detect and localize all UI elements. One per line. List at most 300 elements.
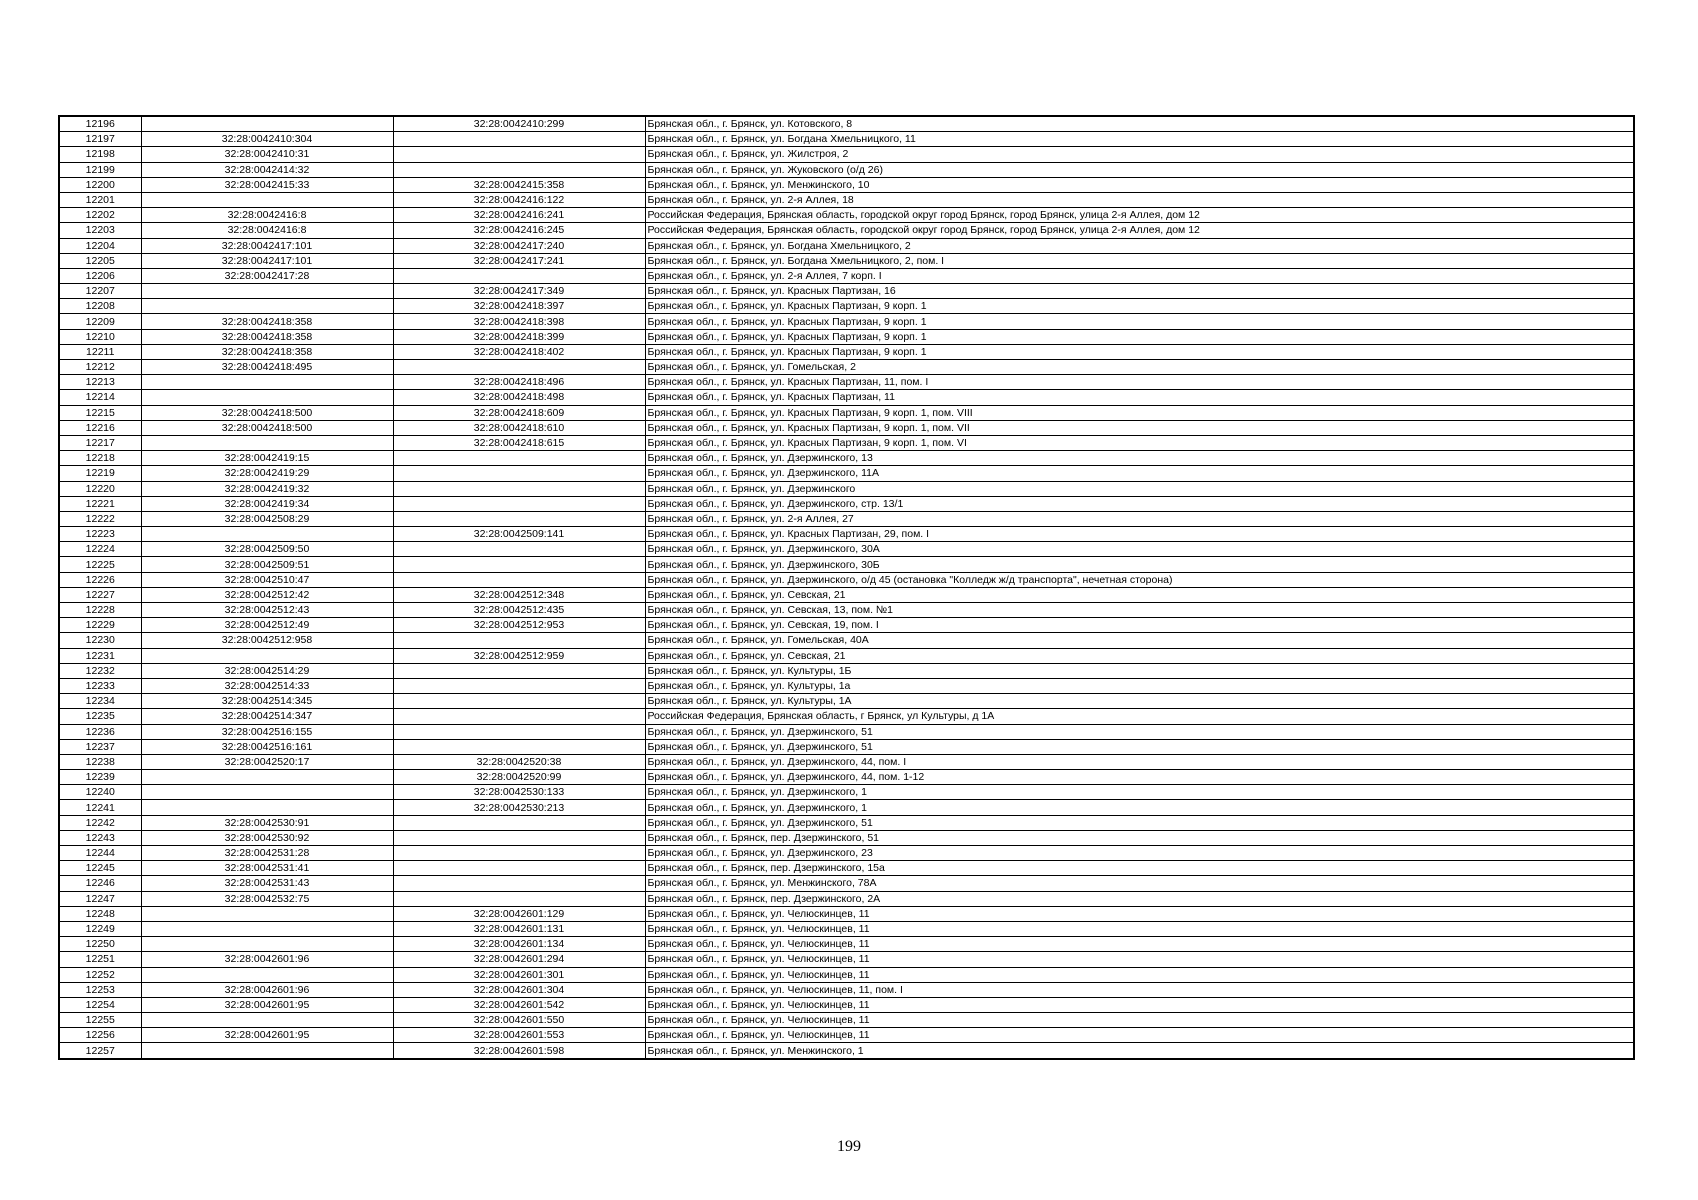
table-row [59, 223, 1634, 238]
table-row [59, 921, 1634, 936]
row-number-cell: 12251 [59, 952, 141, 967]
cadastral-number-cell: 32:28:0042418:358 [141, 344, 393, 359]
table-row [59, 435, 1634, 450]
registry-table [58, 115, 1635, 1060]
address-cell: Брянская обл., г. Брянск, ул. Челюскинцев, 11 [645, 1028, 1634, 1043]
address-cell: Российская Федерация, Брянская область, городской округ город Брянск, город Брянск, улица 2-я Аллея, дом 12 [645, 223, 1634, 238]
cadastral-number-cell: 32:28:0042601:95 [141, 997, 393, 1012]
cadastral-number-cell: 32:28:0042516:161 [141, 739, 393, 754]
cadastral-number-cell: 32:28:0042601:301 [393, 967, 645, 982]
row-number-cell: 12218 [59, 451, 141, 466]
cadastral-number-cell [141, 299, 393, 314]
cadastral-number-cell: 32:28:0042416:122 [393, 192, 645, 207]
row-number-cell: 12216 [59, 420, 141, 435]
registry-table-body [59, 116, 1634, 1059]
cadastral-number-cell: 32:28:0042410:31 [141, 147, 393, 162]
table-row [59, 466, 1634, 481]
address-cell: Брянская обл., г. Брянск, ул. Дзержинского, 1 [645, 785, 1634, 800]
table-row [59, 1043, 1634, 1059]
cadastral-number-cell [393, 572, 645, 587]
cadastral-number-cell: 32:28:0042530:92 [141, 830, 393, 845]
table-row [59, 967, 1634, 982]
address-cell: Российская Федерация, Брянская область, г Брянск, ул Культуры, д 1А [645, 709, 1634, 724]
cadastral-number-cell [393, 891, 645, 906]
row-number-cell: 12222 [59, 511, 141, 526]
cadastral-number-cell [393, 147, 645, 162]
row-number-cell: 12206 [59, 268, 141, 283]
table-row [59, 754, 1634, 769]
address-cell: Брянская обл., г. Брянск, ул. Богдана Хмельницкого, 11 [645, 132, 1634, 147]
row-number-cell: 12231 [59, 648, 141, 663]
cadastral-number-cell: 32:28:0042530:133 [393, 785, 645, 800]
table-row [59, 1013, 1634, 1028]
row-number-cell: 12210 [59, 329, 141, 344]
address-cell: Брянская обл., г. Брянск, ул. 2-я Аллея, 18 [645, 192, 1634, 207]
address-cell: Брянская обл., г. Брянск, ул. Дзержинского, 23 [645, 846, 1634, 861]
cadastral-number-cell [393, 542, 645, 557]
address-cell: Брянская обл., г. Брянск, ул. Дзержинского, 51 [645, 815, 1634, 830]
row-number-cell: 12213 [59, 375, 141, 390]
row-number-cell: 12224 [59, 542, 141, 557]
cadastral-number-cell: 32:28:0042419:32 [141, 481, 393, 496]
address-cell: Брянская обл., г. Брянск, пер. Дзержинского, 15а [645, 861, 1634, 876]
cadastral-number-cell: 32:28:0042601:96 [141, 982, 393, 997]
row-number-cell: 12219 [59, 466, 141, 481]
table-row [59, 192, 1634, 207]
cadastral-number-cell: 32:28:0042417:101 [141, 238, 393, 253]
row-number-cell: 12237 [59, 739, 141, 754]
cadastral-number-cell: 32:28:0042520:17 [141, 754, 393, 769]
address-cell: Брянская обл., г. Брянск, ул. Красных Партизан, 9 корп. 1 [645, 329, 1634, 344]
cadastral-number-cell: 32:28:0042418:609 [393, 405, 645, 420]
cadastral-number-cell: 32:28:0042417:28 [141, 268, 393, 283]
cadastral-number-cell: 32:28:0042531:41 [141, 861, 393, 876]
table-row [59, 496, 1634, 511]
address-cell: Брянская обл., г. Брянск, ул. 2-я Аллея, 27 [645, 511, 1634, 526]
cadastral-number-cell: 32:28:0042410:304 [141, 132, 393, 147]
cadastral-number-cell [393, 268, 645, 283]
table-row [59, 815, 1634, 830]
table-row [59, 663, 1634, 678]
address-cell: Брянская обл., г. Брянск, ул. Челюскинцев, 11 [645, 906, 1634, 921]
cadastral-number-cell [393, 633, 645, 648]
cadastral-number-cell [141, 435, 393, 450]
row-number-cell: 12211 [59, 344, 141, 359]
table-row [59, 709, 1634, 724]
cadastral-number-cell: 32:28:0042512:953 [393, 618, 645, 633]
cadastral-number-cell: 32:28:0042601:129 [393, 906, 645, 921]
table-row [59, 284, 1634, 299]
cadastral-number-cell [393, 663, 645, 678]
address-cell: Брянская обл., г. Брянск, ул. Челюскинцев, 11 [645, 967, 1634, 982]
cadastral-number-cell [141, 937, 393, 952]
address-cell: Брянская обл., г. Брянск, ул. Дзержинского, о/д 45 (остановка "Колледж ж/д транспорта", нечетная сторона) [645, 572, 1634, 587]
cadastral-number-cell [141, 785, 393, 800]
cadastral-number-cell: 32:28:0042418:610 [393, 420, 645, 435]
table-row [59, 299, 1634, 314]
cadastral-number-cell [393, 162, 645, 177]
cadastral-number-cell: 32:28:0042514:29 [141, 663, 393, 678]
table-row [59, 329, 1634, 344]
cadastral-number-cell: 32:28:0042509:50 [141, 542, 393, 557]
table-row [59, 906, 1634, 921]
table-row [59, 876, 1634, 891]
row-number-cell: 12243 [59, 830, 141, 845]
cadastral-number-cell [393, 360, 645, 375]
table-row [59, 572, 1634, 587]
table-row [59, 587, 1634, 602]
table-row [59, 770, 1634, 785]
row-number-cell: 12196 [59, 116, 141, 132]
table-row [59, 511, 1634, 526]
row-number-cell: 12228 [59, 603, 141, 618]
cadastral-number-cell: 32:28:0042417:241 [393, 253, 645, 268]
cadastral-number-cell [393, 876, 645, 891]
address-cell: Брянская обл., г. Брянск, ул. Севская, 13, пом. №1 [645, 603, 1634, 618]
row-number-cell: 12244 [59, 846, 141, 861]
table-row [59, 360, 1634, 375]
row-number-cell: 12246 [59, 876, 141, 891]
row-number-cell: 12227 [59, 587, 141, 602]
cadastral-number-cell: 32:28:0042419:29 [141, 466, 393, 481]
row-number-cell: 12239 [59, 770, 141, 785]
row-number-cell: 12207 [59, 284, 141, 299]
table-row [59, 132, 1634, 147]
table-row [59, 162, 1634, 177]
row-number-cell: 12215 [59, 405, 141, 420]
table-row [59, 694, 1634, 709]
cadastral-number-cell [393, 496, 645, 511]
table-row [59, 116, 1634, 132]
row-number-cell: 12234 [59, 694, 141, 709]
address-cell: Брянская обл., г. Брянск, ул. Челюскинцев, 11 [645, 1013, 1634, 1028]
row-number-cell: 12225 [59, 557, 141, 572]
address-cell: Брянская обл., г. Брянск, ул. 2-я Аллея, 7 корп. I [645, 268, 1634, 283]
table-row [59, 268, 1634, 283]
cadastral-number-cell [141, 648, 393, 663]
cadastral-number-cell [141, 375, 393, 390]
cadastral-number-cell [141, 1043, 393, 1059]
table-row [59, 557, 1634, 572]
cadastral-number-cell [141, 527, 393, 542]
cadastral-number-cell [393, 846, 645, 861]
cadastral-number-cell: 32:28:0042510:47 [141, 572, 393, 587]
table-row [59, 724, 1634, 739]
address-cell: Брянская обл., г. Брянск, ул. Челюскинцев, 11, пом. I [645, 982, 1634, 997]
address-cell: Брянская обл., г. Брянск, ул. Дзержинского, 44, пом. I [645, 754, 1634, 769]
table-row [59, 739, 1634, 754]
address-cell: Брянская обл., г. Брянск, ул. Челюскинцев, 11 [645, 921, 1634, 936]
address-cell: Брянская обл., г. Брянск, ул. Челюскинцев, 11 [645, 997, 1634, 1012]
cadastral-number-cell: 32:28:0042416:8 [141, 208, 393, 223]
cadastral-number-cell [141, 906, 393, 921]
address-cell: Брянская обл., г. Брянск, ул. Богдана Хмельницкого, 2 [645, 238, 1634, 253]
cadastral-number-cell: 32:28:0042418:399 [393, 329, 645, 344]
cadastral-number-cell [393, 815, 645, 830]
table-row [59, 177, 1634, 192]
table-row [59, 147, 1634, 162]
cadastral-number-cell: 32:28:0042418:498 [393, 390, 645, 405]
cadastral-number-cell [393, 451, 645, 466]
row-number-cell: 12247 [59, 891, 141, 906]
row-number-cell: 12223 [59, 527, 141, 542]
row-number-cell: 12212 [59, 360, 141, 375]
cadastral-number-cell: 32:28:0042416:241 [393, 208, 645, 223]
address-cell: Брянская обл., г. Брянск, ул. Севская, 21 [645, 648, 1634, 663]
cadastral-number-cell: 32:28:0042512:49 [141, 618, 393, 633]
address-cell: Брянская обл., г. Брянск, ул. Красных Партизан, 11, пом. I [645, 375, 1634, 390]
cadastral-number-cell [141, 116, 393, 132]
address-cell: Брянская обл., г. Брянск, ул. Красных Партизан, 9 корп. 1 [645, 299, 1634, 314]
table-row [59, 861, 1634, 876]
cadastral-number-cell: 32:28:0042418:496 [393, 375, 645, 390]
table-row [59, 785, 1634, 800]
address-cell: Брянская обл., г. Брянск, ул. Красных Партизан, 9 корп. 1, пом. VI [645, 435, 1634, 450]
address-cell: Брянская обл., г. Брянск, ул. Дзержинского, 44, пом. 1-12 [645, 770, 1634, 785]
table-row [59, 253, 1634, 268]
table-row [59, 420, 1634, 435]
address-cell: Брянская обл., г. Брянск, ул. Котовского, 8 [645, 116, 1634, 132]
row-number-cell: 12248 [59, 906, 141, 921]
cadastral-number-cell: 32:28:0042410:299 [393, 116, 645, 132]
cadastral-number-cell: 32:28:0042531:28 [141, 846, 393, 861]
row-number-cell: 12249 [59, 921, 141, 936]
cadastral-number-cell: 32:28:0042418:615 [393, 435, 645, 450]
row-number-cell: 12204 [59, 238, 141, 253]
cadastral-number-cell [141, 921, 393, 936]
cadastral-number-cell: 32:28:0042415:33 [141, 177, 393, 192]
address-cell: Брянская обл., г. Брянск, ул. Красных Партизан, 9 корп. 1 [645, 344, 1634, 359]
table-row [59, 542, 1634, 557]
table-row [59, 952, 1634, 967]
row-number-cell: 12245 [59, 861, 141, 876]
cadastral-number-cell [393, 481, 645, 496]
cadastral-number-cell: 32:28:0042514:347 [141, 709, 393, 724]
row-number-cell: 12209 [59, 314, 141, 329]
cadastral-number-cell: 32:28:0042509:141 [393, 527, 645, 542]
cadastral-number-cell: 32:28:0042532:75 [141, 891, 393, 906]
address-cell: Брянская обл., г. Брянск, ул. Гомельская, 40А [645, 633, 1634, 648]
table-row [59, 997, 1634, 1012]
cadastral-number-cell: 32:28:0042416:8 [141, 223, 393, 238]
table-row [59, 451, 1634, 466]
row-number-cell: 12232 [59, 663, 141, 678]
table-row [59, 405, 1634, 420]
page-number: 199 [837, 1138, 861, 1155]
cadastral-number-cell: 32:28:0042512:959 [393, 648, 645, 663]
cadastral-number-cell [141, 390, 393, 405]
address-cell: Брянская обл., г. Брянск, ул. Красных Партизан, 29, пом. I [645, 527, 1634, 542]
cadastral-number-cell: 32:28:0042418:398 [393, 314, 645, 329]
cadastral-number-cell: 32:28:0042601:550 [393, 1013, 645, 1028]
address-cell: Брянская обл., г. Брянск, ул. Культуры, 1а [645, 678, 1634, 693]
row-number-cell: 12214 [59, 390, 141, 405]
cadastral-number-cell: 32:28:0042419:34 [141, 496, 393, 511]
cadastral-number-cell [393, 466, 645, 481]
row-number-cell: 12240 [59, 785, 141, 800]
table-row [59, 390, 1634, 405]
address-cell: Брянская обл., г. Брянск, ул. Культуры, 1Б [645, 663, 1634, 678]
cadastral-number-cell [393, 511, 645, 526]
row-number-cell: 12252 [59, 967, 141, 982]
row-number-cell: 12226 [59, 572, 141, 587]
cadastral-number-cell: 32:28:0042520:38 [393, 754, 645, 769]
row-number-cell: 12202 [59, 208, 141, 223]
cadastral-number-cell: 32:28:0042418:500 [141, 405, 393, 420]
address-cell: Брянская обл., г. Брянск, ул. Дзержинского, 51 [645, 724, 1634, 739]
cadastral-number-cell [141, 800, 393, 815]
address-cell: Брянская обл., г. Брянск, ул. Челюскинцев, 11 [645, 937, 1634, 952]
row-number-cell: 12255 [59, 1013, 141, 1028]
table-row [59, 1028, 1634, 1043]
cadastral-number-cell [141, 192, 393, 207]
row-number-cell: 12220 [59, 481, 141, 496]
address-cell: Брянская обл., г. Брянск, ул. Дзержинского, 11А [645, 466, 1634, 481]
table-row [59, 830, 1634, 845]
row-number-cell: 12229 [59, 618, 141, 633]
address-cell: Брянская обл., г. Брянск, ул. Жуковского (о/д 26) [645, 162, 1634, 177]
cadastral-number-cell: 32:28:0042530:91 [141, 815, 393, 830]
cadastral-number-cell: 32:28:0042417:240 [393, 238, 645, 253]
cadastral-number-cell: 32:28:0042512:43 [141, 603, 393, 618]
cadastral-number-cell: 32:28:0042416:245 [393, 223, 645, 238]
row-number-cell: 12208 [59, 299, 141, 314]
cadastral-number-cell [141, 284, 393, 299]
address-cell: Брянская обл., г. Брянск, ул. Севская, 21 [645, 587, 1634, 602]
address-cell: Брянская обл., г. Брянск, ул. Дзержинского, 51 [645, 739, 1634, 754]
cadastral-number-cell: 32:28:0042530:213 [393, 800, 645, 815]
address-cell: Брянская обл., г. Брянск, пер. Дзержинского, 51 [645, 830, 1634, 845]
cadastral-number-cell: 32:28:0042418:495 [141, 360, 393, 375]
table-row [59, 678, 1634, 693]
row-number-cell: 12198 [59, 147, 141, 162]
row-number-cell: 12217 [59, 435, 141, 450]
cadastral-number-cell: 32:28:0042601:294 [393, 952, 645, 967]
row-number-cell: 12235 [59, 709, 141, 724]
address-cell: Брянская обл., г. Брянск, ул. Менжинского, 78А [645, 876, 1634, 891]
cadastral-number-cell: 32:28:0042419:15 [141, 451, 393, 466]
address-cell: Брянская обл., г. Брянск, пер. Дзержинского, 2А [645, 891, 1634, 906]
row-number-cell: 12253 [59, 982, 141, 997]
address-cell: Брянская обл., г. Брянск, ул. Дзержинского, 1 [645, 800, 1634, 815]
cadastral-number-cell: 32:28:0042508:29 [141, 511, 393, 526]
table-row [59, 603, 1634, 618]
table-row [59, 891, 1634, 906]
cadastral-number-cell: 32:28:0042418:500 [141, 420, 393, 435]
address-cell: Брянская обл., г. Брянск, ул. Дзержинского [645, 481, 1634, 496]
row-number-cell: 12241 [59, 800, 141, 815]
cadastral-number-cell [393, 694, 645, 709]
cadastral-number-cell [393, 861, 645, 876]
cadastral-number-cell: 32:28:0042514:33 [141, 678, 393, 693]
table-row [59, 344, 1634, 359]
cadastral-number-cell: 32:28:0042512:958 [141, 633, 393, 648]
row-number-cell: 12242 [59, 815, 141, 830]
row-number-cell: 12250 [59, 937, 141, 952]
cadastral-number-cell: 32:28:0042418:358 [141, 314, 393, 329]
address-cell: Брянская обл., г. Брянск, ул. Менжинского, 10 [645, 177, 1634, 192]
address-cell: Брянская обл., г. Брянск, ул. Красных Партизан, 9 корп. 1 [645, 314, 1634, 329]
row-number-cell: 12200 [59, 177, 141, 192]
address-cell: Брянская обл., г. Брянск, ул. Гомельская, 2 [645, 360, 1634, 375]
address-cell: Российская Федерация, Брянская область, городской округ город Брянск, город Брянск, улица 2-я Аллея, дом 12 [645, 208, 1634, 223]
cadastral-number-cell [393, 557, 645, 572]
cadastral-number-cell: 32:28:0042601:131 [393, 921, 645, 936]
table-row [59, 648, 1634, 663]
row-number-cell: 12205 [59, 253, 141, 268]
cadastral-number-cell [393, 709, 645, 724]
cadastral-number-cell: 32:28:0042601:553 [393, 1028, 645, 1043]
address-cell: Брянская обл., г. Брянск, ул. Севская, 19, пом. I [645, 618, 1634, 633]
cadastral-number-cell: 32:28:0042512:348 [393, 587, 645, 602]
table-row [59, 937, 1634, 952]
address-cell: Брянская обл., г. Брянск, ул. Челюскинцев, 11 [645, 952, 1634, 967]
table-row [59, 633, 1634, 648]
cadastral-number-cell: 32:28:0042601:96 [141, 952, 393, 967]
cadastral-number-cell: 32:28:0042531:43 [141, 876, 393, 891]
table-row [59, 208, 1634, 223]
cadastral-number-cell [393, 132, 645, 147]
address-cell: Брянская обл., г. Брянск, ул. Дзержинского, 30А [645, 542, 1634, 557]
table-row [59, 481, 1634, 496]
cadastral-number-cell: 32:28:0042601:542 [393, 997, 645, 1012]
cadastral-number-cell: 32:28:0042417:101 [141, 253, 393, 268]
cadastral-number-cell: 32:28:0042520:99 [393, 770, 645, 785]
address-cell: Брянская обл., г. Брянск, ул. Менжинского, 1 [645, 1043, 1634, 1059]
cadastral-number-cell [393, 724, 645, 739]
address-cell: Брянская обл., г. Брянск, ул. Культуры, 1А [645, 694, 1634, 709]
address-cell: Брянская обл., г. Брянск, ул. Богдана Хмельницкого, 2, пом. I [645, 253, 1634, 268]
row-number-cell: 12197 [59, 132, 141, 147]
cadastral-number-cell: 32:28:0042601:598 [393, 1043, 645, 1059]
address-cell: Брянская обл., г. Брянск, ул. Дзержинского, 30Б [645, 557, 1634, 572]
cadastral-number-cell: 32:28:0042415:358 [393, 177, 645, 192]
address-cell: Брянская обл., г. Брянск, ул. Красных Партизан, 9 корп. 1, пом. VIII [645, 405, 1634, 420]
address-cell: Брянская обл., г. Брянск, ул. Красных Партизан, 11 [645, 390, 1634, 405]
cadastral-number-cell [393, 739, 645, 754]
address-cell: Брянская обл., г. Брянск, ул. Дзержинского, стр. 13/1 [645, 496, 1634, 511]
cadastral-number-cell: 32:28:0042418:397 [393, 299, 645, 314]
cadastral-number-cell: 32:28:0042601:95 [141, 1028, 393, 1043]
cadastral-number-cell: 32:28:0042418:402 [393, 344, 645, 359]
table-row [59, 314, 1634, 329]
cadastral-number-cell: 32:28:0042418:358 [141, 329, 393, 344]
address-cell: Брянская обл., г. Брянск, ул. Жилстроя, 2 [645, 147, 1634, 162]
cadastral-number-cell: 32:28:0042414:32 [141, 162, 393, 177]
row-number-cell: 12233 [59, 678, 141, 693]
row-number-cell: 12257 [59, 1043, 141, 1059]
table-row [59, 846, 1634, 861]
row-number-cell: 12238 [59, 754, 141, 769]
address-cell: Брянская обл., г. Брянск, ул. Красных Партизан, 9 корп. 1, пом. VII [645, 420, 1634, 435]
row-number-cell: 12203 [59, 223, 141, 238]
row-number-cell: 12221 [59, 496, 141, 511]
cadastral-number-cell [141, 1013, 393, 1028]
cadastral-number-cell: 32:28:0042512:42 [141, 587, 393, 602]
row-number-cell: 12230 [59, 633, 141, 648]
cadastral-number-cell [141, 770, 393, 785]
cadastral-number-cell: 32:28:0042514:345 [141, 694, 393, 709]
cadastral-number-cell: 32:28:0042417:349 [393, 284, 645, 299]
row-number-cell: 12236 [59, 724, 141, 739]
cadastral-number-cell [141, 967, 393, 982]
address-cell: Брянская обл., г. Брянск, ул. Дзержинского, 13 [645, 451, 1634, 466]
cadastral-number-cell: 32:28:0042509:51 [141, 557, 393, 572]
table-row [59, 800, 1634, 815]
row-number-cell: 12199 [59, 162, 141, 177]
cadastral-number-cell [393, 830, 645, 845]
address-cell: Брянская обл., г. Брянск, ул. Красных Партизан, 16 [645, 284, 1634, 299]
